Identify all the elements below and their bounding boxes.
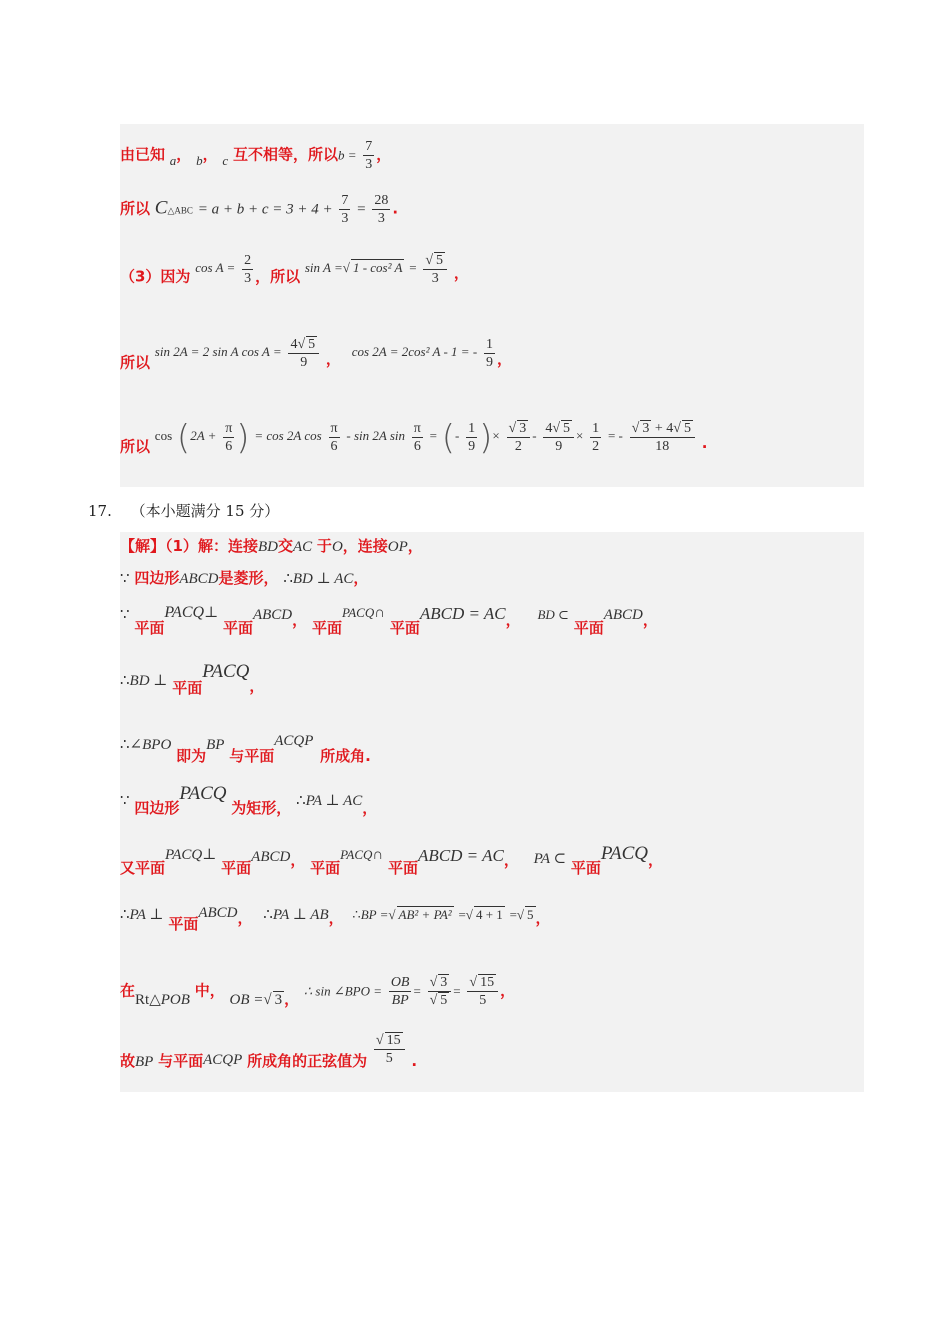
line-sin2a-cos2a: 所以 sin 2A = 2 sin A cos A = $\frac{4√ 5}{9}$ ， cos 2A = 2cos² A - 1 = - $\frac{1}{9}$ ， (120, 337, 512, 372)
step-5: ∴∠BPO 即为BP 与平面ACQP 所成角. (120, 733, 371, 765)
fraction: $\frac{7}{3}$ (365, 139, 373, 172)
fraction: $\frac{7}{3}$ (341, 193, 349, 226)
line-cos-sum: 所以 cos (2A + $\frac{\pi}{6}$ ) = cos 2A cos $\frac{\pi}{6}$ - sin 2A sin $\frac{\pi}{6}$ = (- $\frac{1}{9}$ )× $\frac{√ 3}{2}$ - $\frac{4√ 5}{9}$ × $\frac{1}{2}$ = - $\frac{√ 3 + 4√ 5}{18}$ . (120, 417, 708, 458)
step-2: ∵ 四边形ABCD是菱形， ∴BD ⊥ AC， (120, 569, 369, 587)
fraction: $\frac{√ 3}{√ 5}$ (428, 974, 452, 1009)
fraction: $\frac{28}{3}$ (374, 193, 389, 226)
fraction: $\frac{\pi}{6}$ (413, 421, 421, 454)
fraction: $\frac{√ 15}{5}$ (467, 974, 498, 1009)
fraction: $\frac{1}{2}$ (592, 421, 600, 454)
step-7: 又平面PACQ⊥ 平面ABCD， 平面PACQ∩ 平面ABCD = AC， PA ⊂ 平面PACQ， (120, 843, 664, 877)
fraction: $\frac{4√ 5}{9}$ (543, 420, 574, 455)
solution-box-1 (120, 124, 864, 487)
fraction: $\frac{OB}{BP}$ (390, 975, 410, 1008)
step-4: ∴BD ⊥ 平面PACQ， (120, 661, 265, 697)
line-distinct: 由已知 a， b， c 互不相等，所以b = $\frac{7}{3}$ ， (120, 139, 392, 172)
fraction: $\frac{√ 3 + 4√ 5}{18}$ (630, 420, 695, 455)
fraction: $\frac{1}{9}$ (485, 337, 493, 370)
fraction: $\frac{√ 5}{3}$ (423, 252, 447, 287)
question-header: 17. （本小题满分 15 分） (88, 502, 280, 520)
line-perimeter: 所以 C△ABC = a + b + c = 3 + 4 + $\frac{7}{3}$ = $\frac{28}{3}$ . (120, 193, 399, 226)
step-8: ∴PA ⊥ 平面ABCD， ∴PA ⊥ AB， ∴BP =√ AB² + PA² =√ 4 + 1 =√ 5 ， (120, 905, 551, 933)
step-1: 【解】（1）解：连接BD交AC 于O，连接OP， (120, 537, 423, 555)
step-3: ∵ 平面PACQ⊥ 平面ABCD， 平面PACQ∩ 平面ABCD = AC， BD ⊂ 平面ABCD， (120, 604, 658, 637)
solution-box-2 (120, 532, 864, 1092)
step-10: 故BP 与平面ACQP 所成角的正弦值为 $\frac{√ 15}{5}$ . (120, 1033, 418, 1070)
sqrt-sign: √ (342, 259, 350, 275)
fraction: $\frac{\pi}{6}$ (330, 421, 338, 454)
fraction: $\frac{√ 15}{5}$ (374, 1032, 405, 1067)
fraction: $\frac{4√ 5}{9}$ (288, 336, 319, 371)
step-9: 在Rt△POB 中， OB =√ 3 ， ∴ sin ∠BPO = $\frac{OB}{BP}$ = $\frac{√ 3}{√ 5}$ = $\frac{√ 15}{5}$ ， (120, 975, 516, 1008)
fraction: $\frac{1}{9}$ (468, 421, 476, 454)
step-6: ∵ 四边形PACQ 为矩形， ∴PA ⊥ AC， (120, 783, 378, 817)
fraction: $\frac{√ 3}{2}$ (507, 420, 531, 455)
fraction: $\frac{\pi}{6}$ (225, 421, 233, 454)
line-cos-sin-a: （3）因为 cos A = $\frac{2}{3}$ ，所以 sin A =√ 1 - cos² A = $\frac{√ 5}{3}$ ， (120, 253, 469, 286)
fraction: $\frac{2}{3}$ (244, 253, 252, 286)
